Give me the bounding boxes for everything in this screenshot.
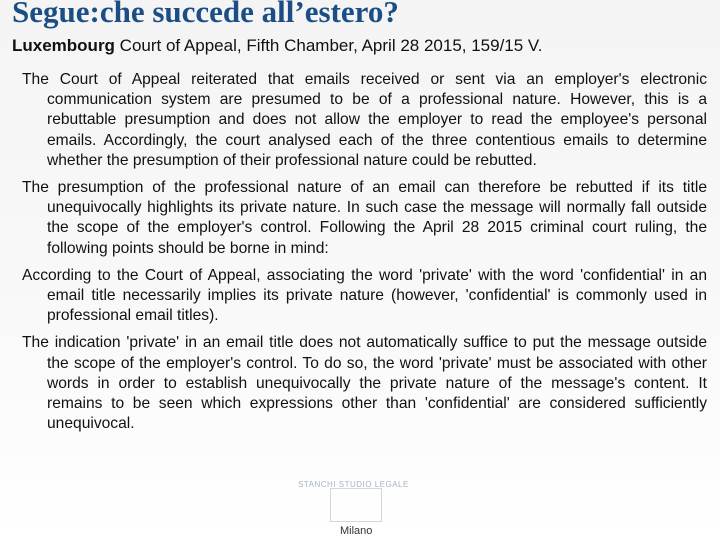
subtitle-citation: Court of Appeal, Fifth Chamber, April 28 2015, 159/15 V. [114, 36, 543, 55]
firm-logo-text: STANCHI STUDIO LEGALE [298, 480, 409, 489]
paragraph-rebuttal: The presumption of the professional nature of an email can therefore be rebutted if its title unequivocally highlights its private nature. In such case the message will normally fall outside the scope of the employer's control. Following the April 28 2015 criminal court ruling, the following points should be borne in mind: [22, 179, 707, 257]
paragraph-private-indication: The indication 'private' in an email title does not automatically suffice to put the message outside the scope of the employer's control. To do so, the word 'private' must be associated with other words in order to establish unequivocally the private nature of the message's content. It remains to be seen which expressions other than 'confidential' are considered sufficiently unequivocal. [22, 334, 707, 433]
slide-subtitle [12, 36, 542, 56]
firm-logo [292, 470, 428, 530]
body-content [22, 70, 707, 441]
paragraph-presumption: The Court of Appeal reiterated that emails received or sent via an employer's electronic communication system are presumed to be of a professional nature. However, this is a rebuttable presumption and does not allow the employer to read the employee's personal emails. Accordingly, the court analysed each of the three contentious emails to determine whether the presumption of their professional nature could be rebutted. [22, 71, 707, 169]
footer-city: Milano [340, 525, 373, 537]
slide-title: Segue:che succede all’estero? [12, 0, 399, 29]
logo-frame [330, 488, 382, 522]
subtitle-country: Luxembourg [12, 36, 115, 55]
paragraph-private-confidential: According to the Court of Appeal, associating the word 'private' with the word 'confidential' in an email title necessarily implies its private nature (however, 'confidential' is commonly used in professional email titles). [22, 266, 707, 325]
